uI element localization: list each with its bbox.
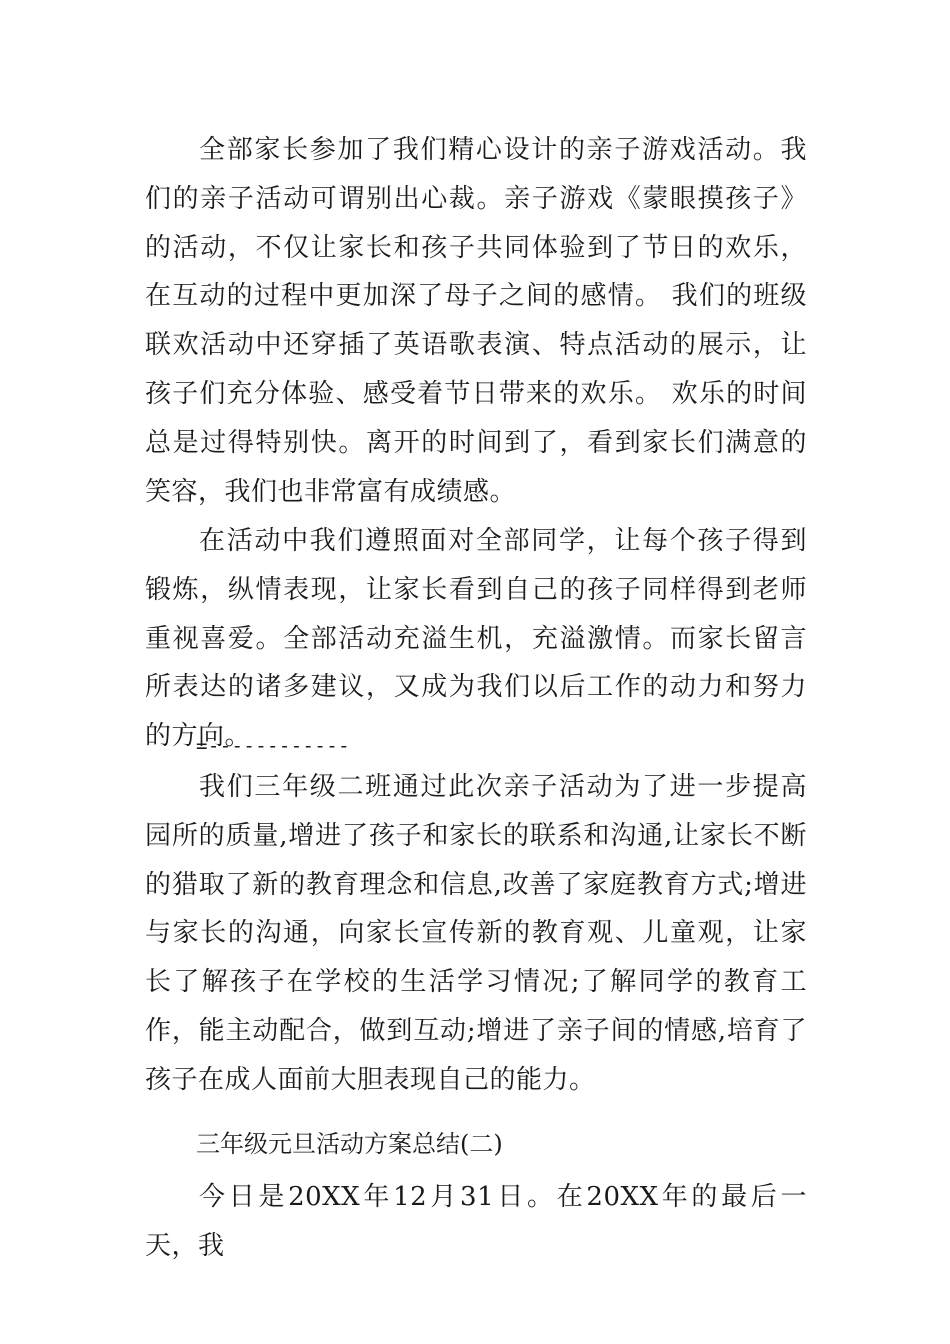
paragraph-parent-child-games: 全部家长参加了我们精心设计的亲子游戏活动。我们的亲子活动可谓别出心裁。亲子游戏《蒙眼摸孩子》的活动，不仅让家长和孩子共同体验到了节日的欢乐，在互动的过程中更加深了母子之间的感情。 我们的班级联欢活动中还穿插了英语歌表演、特点活动的展示，让孩子们充分体验、感受着节日带来的欢乐。 欢乐的时间总是过得特别快。离开的时间到了，看到家长们满意的笑容，我们也非常富有成绩感。	[145, 135, 807, 507]
paragraph-new-year-eve: 今日是20XX年12月31日。在20XX年的最后一天，我	[145, 1182, 807, 1261]
section-heading: 三年级元旦活动方案总结(二)	[196, 1130, 503, 1158]
paragraph-activity-reflection: 在活动中我们遵照面对全部同学，让每个孩子得到锻炼，纵情表现，让家长看到自己的孩子同样得到老师重视喜爱。全部活动充溢生机，充溢激情。而家长留言所表达的诸多建议，又成为我们以后工作的动力和努力的方向。	[145, 526, 807, 752]
section-separator: =------------	[196, 735, 350, 757]
paragraph-class-summary: 我们三年级二班通过此次亲子活动为了进一步提高园所的质量,增进了孩子和家长的联系和沟通,让家长不断的猎取了新的教育理念和信息,改善了家庭教育方式;增进与家长的沟通，向家长宣传新的教育观、儿童观，让家长了解孩子在学校的生活学习情况;了解同学的教育工作，能主动配合，做到互动;增进了亲子间的情感,培育了孩子在成人面前大胆表现自己的能力。	[145, 772, 807, 1095]
